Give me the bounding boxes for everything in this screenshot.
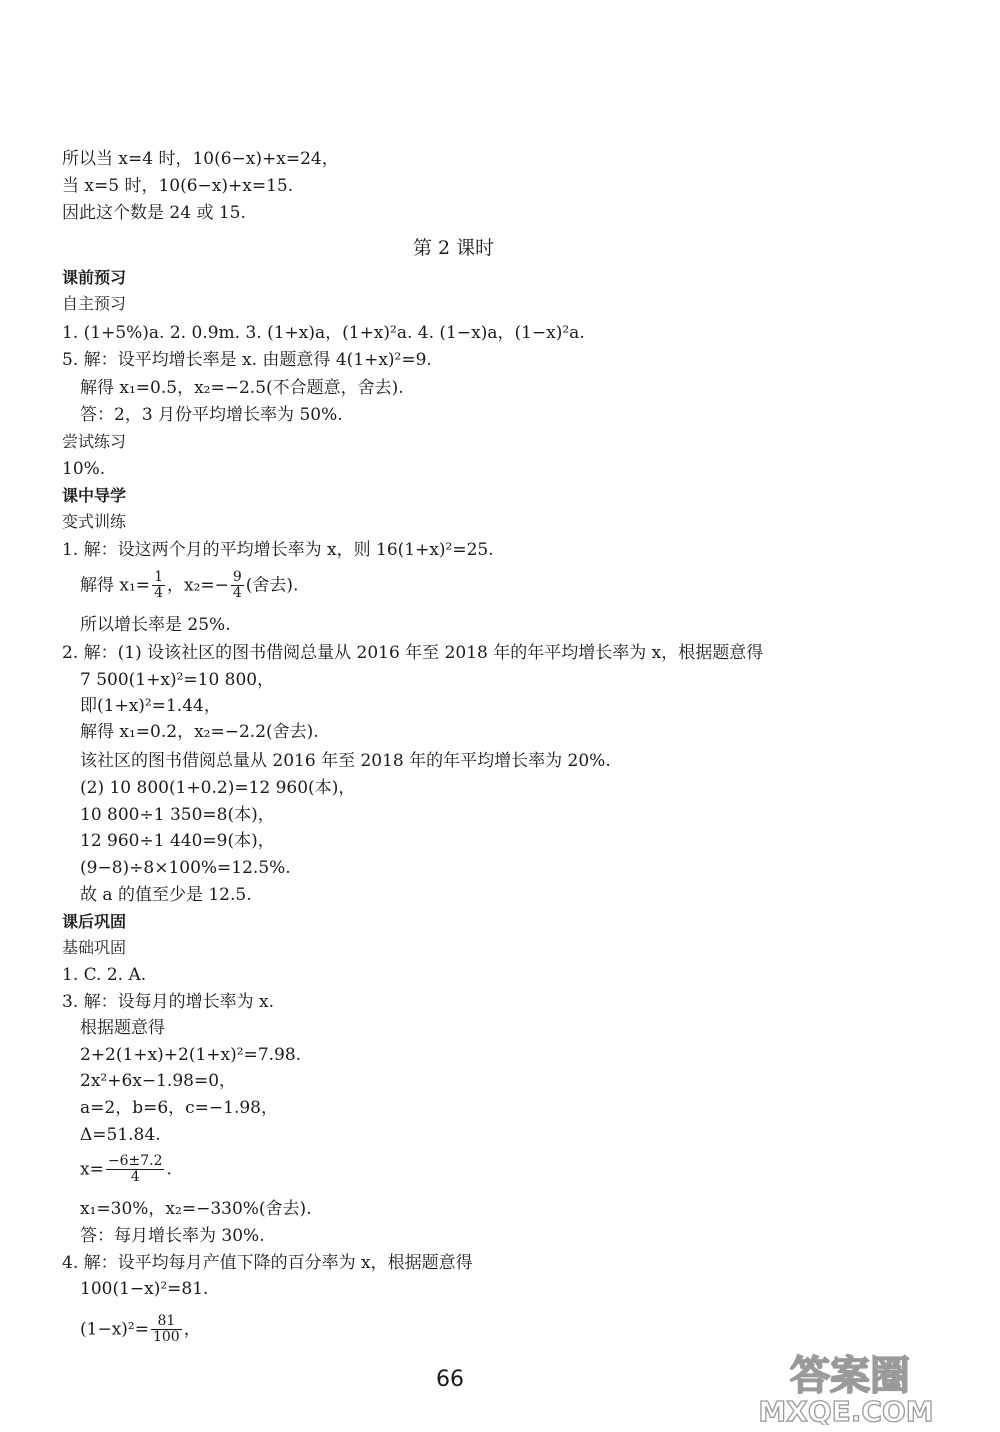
- section-heading: 课后巩固: [62, 912, 127, 931]
- subsection-heading: 变式训练: [62, 512, 127, 531]
- answer-line: 1. C. 2. A.: [62, 965, 147, 985]
- fraction: [231, 570, 244, 602]
- answer-line: 2. 解：(1) 设该社区的图书借阅总量从 2016 年至 2018 年的年平均增长率为 x，根据题意得: [62, 643, 764, 663]
- watermark-url: MXQE.COM: [758, 1395, 934, 1425]
- text-line: 当 x=5 时，10(6−x)+x=15.: [62, 176, 294, 196]
- section-heading: 课中导学: [62, 486, 127, 505]
- answer-line: 故 a 的值至少是 12.5.: [80, 885, 252, 905]
- answer-line: 4. 解：设平均每月产值下降的百分率为 x，根据题意得: [62, 1253, 473, 1273]
- text-line: 因此这个数是 24 或 15.: [62, 203, 246, 223]
- section-heading: 课前预习: [62, 268, 127, 287]
- answer-line: (2) 10 800(1+0.2)=12 960(本)，: [80, 778, 356, 798]
- answer-line-with-fractions: [80, 570, 298, 602]
- answer-line: 7 500(1+x)²=10 800，: [80, 670, 275, 690]
- answer-line: 答：每月增长率为 30%.: [80, 1226, 265, 1246]
- watermark-logo: [700, 1345, 992, 1425]
- answer-line: a=2，b=6，c=−1.98，: [80, 1098, 278, 1118]
- answer-line: 5. 解：设平均增长率是 x. 由题意得 4(1+x)²=9.: [62, 350, 432, 370]
- answer-line: Δ=51.84.: [80, 1125, 161, 1145]
- answer-line: 解得 x₁=0.5，x₂=−2.5(不合题意，舍去).: [80, 378, 404, 398]
- answer-line: 解得 x₁=0.2，x₂=−2.2(舍去).: [80, 722, 319, 742]
- answer-line-with-fraction: [80, 1154, 172, 1186]
- fraction-numerator: −6±7.2: [107, 1153, 163, 1169]
- fraction-denominator: 100: [152, 1329, 180, 1346]
- fraction: [106, 1154, 165, 1186]
- answer-line: 1. (1+5%)a. 2. 0.9m. 3. (1+x)a，(1+x)²a. 4. (1−x)a，(1−x)²a.: [62, 323, 585, 343]
- answer-line: 1. 解：设这两个月的平均增长率为 x，则 16(1+x)²=25.: [62, 540, 494, 560]
- fraction: [152, 570, 165, 602]
- answer-line: 答：2，3 月份平均增长率为 50%.: [80, 405, 343, 425]
- answer-line: (9−8)÷8×100%=12.5%.: [80, 858, 291, 878]
- subsection-heading: 基础巩固: [62, 938, 127, 957]
- text-line: 所以当 x=4 时，10(6−x)+x=24，: [62, 149, 339, 169]
- fraction-denominator: 4: [130, 1169, 140, 1186]
- answer-line: 根据题意得: [80, 1018, 165, 1038]
- answer-line: 2+2(1+x)+2(1+x)²=7.98.: [80, 1045, 302, 1065]
- answer-line: 3. 解：设每月的增长率为 x.: [62, 992, 275, 1012]
- fraction-numerator: 81: [151, 1314, 182, 1330]
- answer-line-with-fraction: [80, 1314, 201, 1346]
- answer-line: 10%.: [62, 459, 106, 479]
- fraction-denominator: 4: [232, 585, 242, 602]
- lesson-title: 第 2 课时: [413, 237, 495, 259]
- answer-line: 2x²+6x−1.98=0，: [80, 1071, 237, 1091]
- answer-line: 即(1+x)²=1.44，: [80, 696, 221, 716]
- answer-line: 10 800÷1 350=8(本)，: [80, 805, 275, 825]
- answer-line: 该社区的图书借阅总量从 2016 年至 2018 年的年平均增长率为 20%.: [80, 751, 611, 771]
- text: ，: [183, 1319, 201, 1340]
- answer-line: 12 960÷1 440=9(本)，: [80, 831, 275, 851]
- text: .: [166, 1159, 172, 1180]
- text: ，x₂=−: [166, 575, 229, 596]
- fraction: [151, 1314, 182, 1346]
- watermark-text: 答案圈: [790, 1353, 910, 1399]
- subsection-heading: 自主预习: [62, 294, 127, 313]
- text: (舍去).: [245, 575, 299, 596]
- fraction-denominator: 4: [154, 585, 163, 602]
- subsection-heading: 尝试练习: [62, 432, 127, 451]
- text: x=: [80, 1159, 104, 1180]
- page-number: 66: [436, 1367, 464, 1392]
- fraction-numerator: 1: [154, 569, 163, 585]
- text: 解得 x₁=: [80, 575, 151, 596]
- fraction-numerator: 9: [232, 569, 242, 585]
- answer-line: 100(1−x)²=81.: [80, 1279, 209, 1299]
- text: (1−x)²=: [80, 1319, 149, 1340]
- answer-line: x₁=30%，x₂=−330%(舍去).: [80, 1199, 312, 1219]
- answer-line: 所以增长率是 25%.: [80, 615, 231, 635]
